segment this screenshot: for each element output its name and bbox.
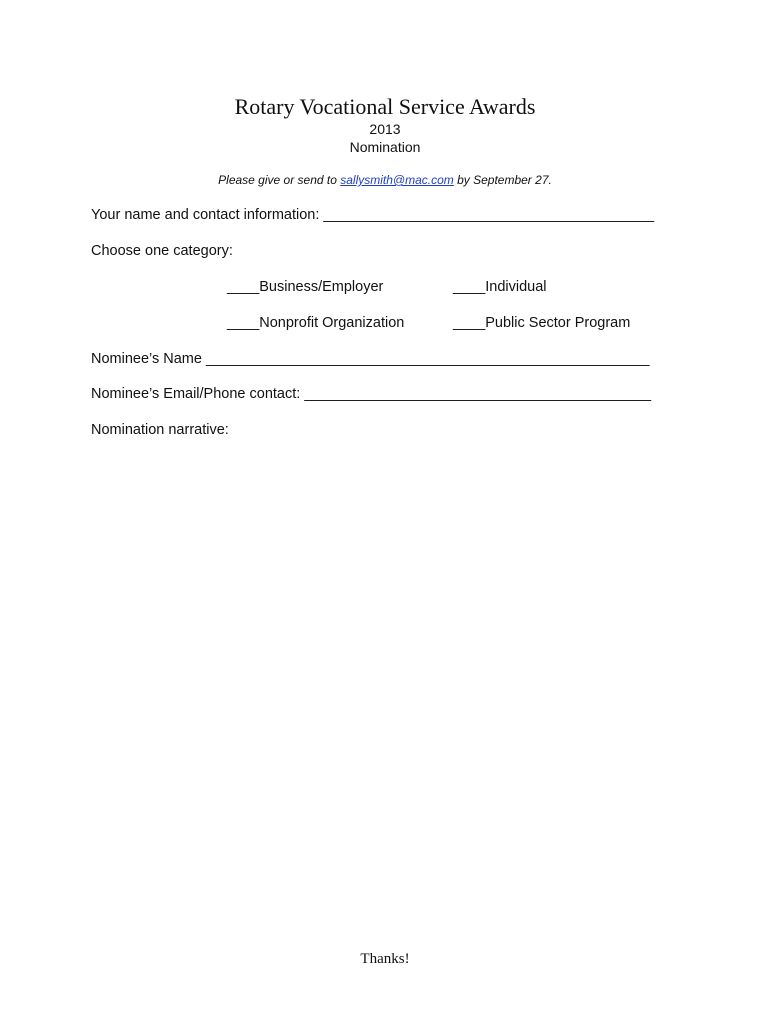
document-subtitle: Nomination	[349, 139, 421, 155]
nominee-contact-field[interactable]: Nominee’s Email/Phone contact: ___________________________________________	[91, 386, 652, 402]
nomination-narrative-label: Nomination narrative:	[91, 422, 229, 438]
category-prompt: Choose one category:	[91, 243, 233, 259]
document-title: Rotary Vocational Service Awards	[234, 94, 536, 119]
instruction-prefix: Please give or send to	[218, 173, 341, 187]
email-link[interactable]: sallysmith@mac.com	[340, 173, 454, 187]
category-individual[interactable]: ____Individual	[453, 279, 547, 295]
category-nonprofit-organization[interactable]: ____Nonprofit Organization	[227, 315, 405, 331]
nominee-name-field[interactable]: Nominee’s Name _______________________________________________________	[91, 351, 650, 367]
instruction-text	[0, 172, 770, 188]
instruction-suffix: by September 27.	[453, 173, 552, 187]
document-year: 2013	[369, 121, 401, 137]
closing-thanks: Thanks!	[360, 951, 410, 967]
category-public-sector-program[interactable]: ____Public Sector Program	[453, 315, 631, 331]
contact-info-field[interactable]: Your name and contact information: _________________________________________	[91, 207, 655, 223]
category-business-employer[interactable]: ____Business/Employer	[227, 279, 384, 295]
